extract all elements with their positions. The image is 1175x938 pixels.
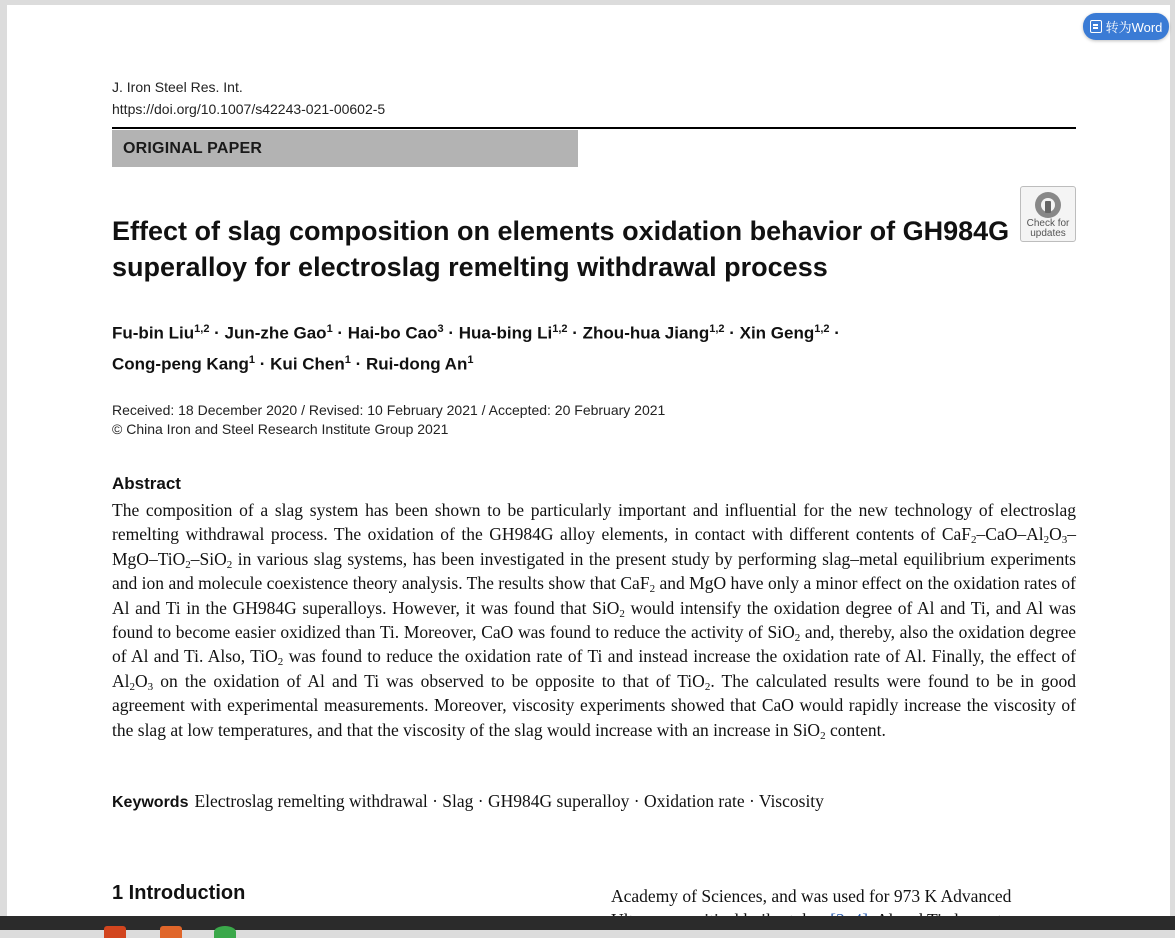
author[interactable]: Xin Geng: [739, 323, 815, 343]
taskbar: [0, 916, 1175, 930]
taskbar-app-icon[interactable]: [214, 926, 236, 938]
abstract-text: The composition of a slag system has been shown to be particularly important and influential for the new technology of electroslag remelting withdrawal process. The oxidation of the GH984G alloy elements, in contact with different contents of $CaF_2-CaO-Al_2O_3-MgO-TiO_2-SiO_2$ in various slag systems, has been investigated in the present study by performing slag–metal equilibrium experiments and ion and molecule coexistence theory analysis. The results show that CaF$_2$ and MgO have only a minor effect on the oxidation rates of Al and Ti in the GH984G superalloys. However, it was found that SiO$_2$ would intensify the oxidation degree of Al and Ti, and Al was found to become easier oxidized than Ti. Moreover, CaO was found to reduce the activity of SiO$_2$ and, thereby, also the oxidation degree of Al and Ti. Also, TiO$_2$ was found to reduce the oxidation rate of Ti and instead increase the oxidation rate of Al. Finally, the effect of $Al_2O_3$ on the oxidation of Al and Ti was observed to be opposite to that of TiO$_2$. The calculated results were found to be in good agreement with experimental measurements. Moreover, viscosity experiments showed that CaO would rapidly increase the viscosity of the slag at low temperatures, and that the viscosity of the slag would increase with an increase in SiO$_2$ content.: [112, 500, 1076, 742]
title-line-2: superalloy for electroslag remelting withdrawal process: [112, 252, 828, 282]
journal-info: [112, 76, 385, 120]
abstract-heading: Abstract: [112, 474, 181, 493]
received-dates: Received: 18 December 2020 / Revised: 10 February 2021 / Accepted: 20 February 2021: [112, 402, 666, 418]
check-updates-line2: updates: [1030, 228, 1066, 239]
publication-dates: [112, 401, 665, 439]
column-line-1: Academy of Sciences, and was used for 973 K Advanced: [611, 886, 1012, 906]
header-rule: [112, 127, 1076, 129]
crossmark-icon: [1035, 192, 1061, 218]
affiliation: 1,2: [709, 323, 725, 335]
paper-type-label: ORIGINAL PAPER: [112, 130, 578, 167]
copyright: © China Iron and Steel Research Institute Group 2021: [112, 421, 449, 437]
affiliation: 1,2: [552, 323, 568, 335]
affiliation: 3: [437, 323, 444, 335]
affiliation: 1: [467, 353, 474, 366]
taskbar-app-icon[interactable]: [160, 926, 182, 938]
check-updates-line1: Check for: [1026, 218, 1070, 229]
convert-label: 转为Word: [1105, 20, 1163, 35]
word-doc-icon: [1090, 20, 1102, 33]
author[interactable]: Kui Chen: [270, 354, 345, 374]
author-list: [112, 316, 1012, 377]
author[interactable]: Jun-zhe Gao: [224, 323, 327, 343]
affiliation: 1,2: [194, 323, 210, 335]
author[interactable]: Hai-bo Cao: [347, 323, 438, 343]
affiliation: 1: [326, 323, 333, 335]
author[interactable]: Rui-dong An: [366, 354, 468, 374]
author[interactable]: Cong-peng Kang: [112, 354, 249, 374]
title-line-1: Effect of slag composition on elements oxidation behavior of GH984G: [112, 216, 1010, 246]
affiliation: 1,2: [814, 323, 830, 335]
keywords-label: Keywords: [112, 794, 189, 811]
pdf-page: [7, 5, 1170, 930]
paper-title: [112, 213, 1012, 285]
section-heading-introduction: 1 Introduction: [112, 882, 246, 904]
author[interactable]: Hua-bing Li: [458, 323, 553, 343]
affiliation: 1: [344, 353, 351, 366]
author[interactable]: Zhou-hua Jiang: [582, 323, 710, 343]
taskbar-app-icon[interactable]: [104, 926, 126, 938]
keywords: [112, 791, 824, 812]
author-line-1: Fu-bin Liu$^{1,2}$ · Jun-zhe Gao$^1$ · Hai-bo Cao$^3$ · Hua-bing Li$^{1,2}$ · Zhou-hua Jiang$^{1,2}$ · Xin Geng$^{1,2}$ ·: [112, 323, 840, 343]
check-for-updates-badge[interactable]: [1020, 186, 1076, 242]
author[interactable]: Fu-bin Liu: [112, 323, 195, 343]
doi-link[interactable]: https://doi.org/10.1007/s42243-021-00602-5: [112, 101, 386, 117]
keywords-list: Electroslag remelting withdrawal · Slag · GH984G superalloy · Oxidation rate · Viscosity: [194, 791, 824, 811]
author-line-2: Cong-peng Kang$^1$ · Kui Chen$^1$ · Rui-dong An$^1$: [112, 353, 474, 374]
affiliation: 1: [248, 353, 256, 366]
convert-to-word-button[interactable]: [1083, 13, 1169, 40]
journal-name: J. Iron Steel Res. Int.: [112, 79, 243, 95]
